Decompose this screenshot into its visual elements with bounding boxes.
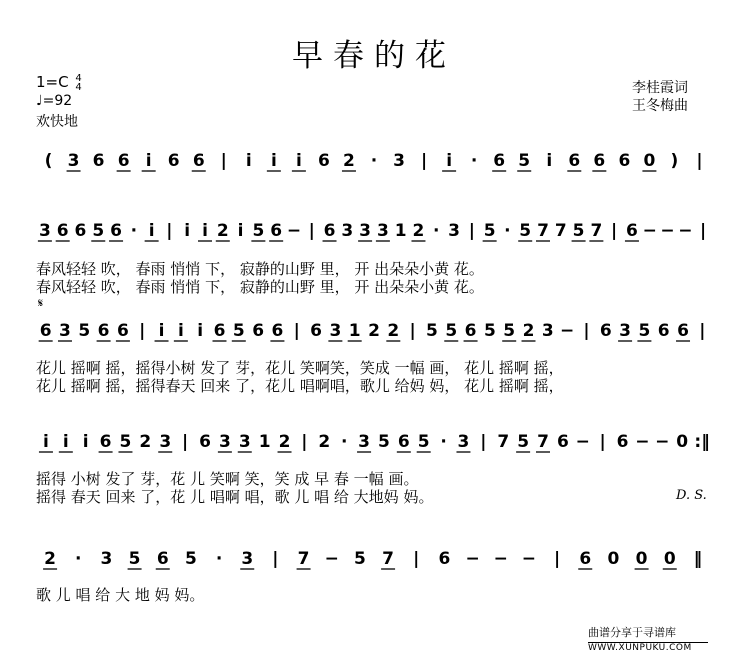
time-top: 4 (75, 72, 82, 84)
note: 6 (318, 151, 330, 171)
note: 3 (67, 151, 80, 171)
note: − (655, 432, 670, 452)
note: · (433, 221, 440, 241)
note: 6 (397, 432, 410, 452)
note: 3 (619, 321, 632, 341)
note: ) (670, 151, 679, 171)
note: 6 (616, 432, 629, 452)
composer: 王冬梅曲 (632, 98, 688, 114)
note: · (440, 432, 447, 452)
barline: | (420, 151, 428, 171)
note: 3 (59, 321, 71, 341)
note: 6 (192, 151, 205, 171)
watermark (588, 624, 708, 653)
lyric-line: 歌 儿 唱 给 大 地 妈 妈。 (36, 586, 205, 604)
note: 2 (412, 221, 425, 241)
barline: | (696, 151, 703, 171)
note: 5 (353, 549, 366, 569)
note: 3 (341, 221, 354, 241)
note: 7 (590, 221, 603, 241)
note: − (521, 549, 537, 569)
note: 6 (56, 221, 69, 241)
time-signature (75, 74, 81, 92)
key-signature (36, 73, 82, 92)
note: 6 (213, 321, 226, 341)
note: 5 (92, 221, 105, 241)
barline: | (468, 221, 475, 241)
note: · (504, 221, 511, 241)
note: 0 (635, 549, 648, 569)
note: 5 (184, 549, 197, 569)
note: i (62, 432, 69, 452)
note: ( (44, 151, 53, 171)
ds-mark: D. S. (676, 488, 707, 503)
barline: | (583, 321, 590, 341)
note: i (184, 221, 191, 241)
note: 6 (271, 321, 284, 341)
note: 6 (556, 432, 569, 452)
lyric-line: 摇得 春天 回来 了，花 儿 唱啊 唱，歌 儿 唱 给 大地妈 妈。 (36, 488, 434, 506)
barline: | (139, 321, 146, 341)
note: i (446, 151, 453, 171)
note: 7 (382, 549, 395, 569)
tempo: ♩=92 (36, 93, 73, 109)
note: − (642, 221, 657, 241)
watermark-text: 曲谱分享于寻谱库 (588, 626, 676, 639)
note: 1 (258, 432, 271, 452)
note: 5 (232, 321, 245, 341)
note: i (245, 151, 252, 171)
note: 7 (297, 549, 310, 569)
notation-line-5 (0, 536, 748, 576)
note: i (295, 151, 302, 171)
lyric-line: 春风轻轻 吹， 春雨 悄悄 下， 寂静的山野 里， 开 出朵朵小黄 花。 (36, 260, 484, 278)
barline: | (220, 151, 227, 171)
barline: | (480, 432, 487, 452)
note: i (177, 321, 184, 341)
lyric-line: 花儿 摇啊 摇，摇得春天 回来 了，花儿 唱啊唱，歌儿 给妈 妈， 花儿 摇啊 摇， (36, 377, 564, 395)
note: 6 (493, 151, 506, 171)
note: 5 (378, 432, 390, 452)
key: 1=C (36, 73, 69, 91)
note: 6 (618, 151, 631, 171)
expression: 欢快地 (36, 114, 78, 130)
note: 5 (572, 221, 585, 241)
note: 5 (483, 221, 496, 241)
note: 5 (518, 151, 531, 171)
note: 3 (238, 432, 251, 452)
lyricist: 李桂霞词 (632, 80, 688, 96)
time-bottom: 4 (75, 81, 82, 93)
note: 6 (99, 432, 112, 452)
note: i (145, 151, 152, 171)
note: 5 (517, 432, 530, 452)
note: 3 (376, 221, 389, 241)
note: − (493, 549, 508, 569)
note: 6 (156, 549, 169, 569)
watermark-url: WWW.XUNPUKU.COM (588, 642, 708, 653)
note: 2 (44, 549, 57, 569)
notation-line-1 (0, 138, 748, 178)
barline: | (699, 321, 706, 341)
note: 7 (537, 221, 549, 241)
lyric-line: 摇得 小树 发了 芽，花 儿 笑啊 笑，笑 成 早 春 一幅 画。 (36, 470, 419, 488)
lyric-line: 花儿 摇啊 摇，摇得小树 发了 芽，花儿 笑啊笑，笑成 一幅 画， 花儿 摇啊 摇， (36, 359, 564, 377)
barline: | (409, 321, 416, 341)
note: 6 (593, 151, 606, 171)
note: 3 (218, 432, 231, 452)
note: 6 (568, 151, 581, 171)
note: 1 (394, 221, 407, 241)
note: 6 (323, 221, 336, 241)
note: 6 (74, 221, 87, 241)
note: 3 (100, 549, 113, 569)
note: 5 (445, 321, 458, 341)
barline: | (182, 432, 189, 452)
note: 5 (519, 221, 532, 241)
note: 6 (167, 151, 180, 171)
note: i (546, 151, 553, 171)
note: 6 (252, 321, 265, 341)
note: 3 (541, 321, 554, 341)
note: 5 (483, 321, 496, 341)
note: 2 (522, 321, 535, 341)
note: 6 (270, 221, 283, 241)
note: · (340, 432, 348, 452)
note: i (158, 321, 165, 341)
lyric-line: 春风轻轻 吹， 春雨 悄悄 下， 寂静的山野 里， 开 出朵朵小黄 花。 (36, 278, 484, 296)
note: 0 (676, 432, 689, 452)
barline: | (599, 432, 606, 452)
note: 3 (358, 432, 370, 452)
note: 6 (579, 549, 592, 569)
note: 3 (159, 432, 172, 452)
note: i (237, 221, 244, 241)
barline: | (413, 549, 420, 569)
note: 6 (657, 321, 670, 341)
note: 2 (139, 432, 152, 452)
notation-line-2 (0, 208, 748, 248)
song-title: 早春的花 (292, 38, 456, 74)
note: i (82, 432, 89, 452)
note: i (270, 151, 277, 171)
note: 6 (677, 321, 689, 341)
note: 6 (626, 221, 638, 241)
note: i (197, 321, 204, 341)
note: · (75, 549, 82, 569)
note: 0 (607, 549, 620, 569)
note: 5 (638, 321, 651, 341)
note: 6 (599, 321, 612, 341)
barline: | (611, 221, 618, 241)
barline: :‖ (694, 432, 710, 452)
note: i (43, 432, 49, 452)
note: − (660, 221, 675, 241)
note: 5 (119, 432, 132, 452)
note: − (635, 432, 650, 452)
note: 0 (643, 151, 656, 171)
note: 3 (329, 321, 342, 341)
note: 7 (554, 221, 567, 241)
note: 6 (310, 321, 322, 341)
note: 3 (241, 549, 254, 569)
note: 6 (97, 321, 110, 341)
note: 5 (503, 321, 516, 341)
note: 5 (78, 321, 91, 341)
note: i (148, 221, 155, 241)
barline: | (166, 221, 173, 241)
note: 2 (387, 321, 400, 341)
note: 5 (252, 221, 265, 241)
note: 6 (464, 321, 477, 341)
note: 2 (318, 432, 331, 452)
note: 0 (663, 549, 676, 569)
segno-sign: 𝄋 (38, 296, 44, 310)
note: − (560, 321, 575, 341)
barline: | (293, 321, 300, 341)
note: 3 (38, 221, 51, 241)
note: − (678, 221, 693, 241)
note: i (202, 221, 208, 241)
note: · (470, 151, 478, 171)
note: 3 (393, 151, 405, 171)
barline: | (301, 432, 308, 452)
note: − (465, 549, 480, 569)
note: 2 (368, 321, 380, 341)
note: 6 (110, 221, 122, 241)
notation-line-3 (0, 308, 748, 348)
note: 2 (216, 221, 229, 241)
note: − (575, 432, 590, 452)
note: 2 (278, 432, 291, 452)
notation-line-4 (0, 419, 748, 459)
barline: | (699, 221, 707, 241)
note: 6 (39, 321, 52, 341)
note: 3 (448, 221, 460, 241)
note: 1 (348, 321, 361, 341)
note: 5 (426, 321, 438, 341)
note: 6 (117, 151, 130, 171)
note: − (324, 549, 339, 569)
note: − (286, 221, 302, 241)
note: · (215, 549, 223, 569)
note: · (370, 151, 378, 171)
note: 5 (417, 432, 430, 452)
note: 6 (92, 151, 105, 171)
note: 5 (128, 549, 141, 569)
barline: | (553, 549, 561, 569)
barline: | (308, 221, 315, 241)
note: 6 (199, 432, 211, 452)
note: 6 (116, 321, 129, 341)
note: 7 (537, 432, 549, 452)
barline: ‖ (693, 549, 703, 569)
note: 2 (343, 151, 355, 171)
note: 6 (438, 549, 451, 569)
note: · (130, 221, 138, 241)
barline: | (272, 549, 279, 569)
note: 7 (497, 432, 510, 452)
note: 3 (359, 221, 372, 241)
note: 3 (457, 432, 470, 452)
